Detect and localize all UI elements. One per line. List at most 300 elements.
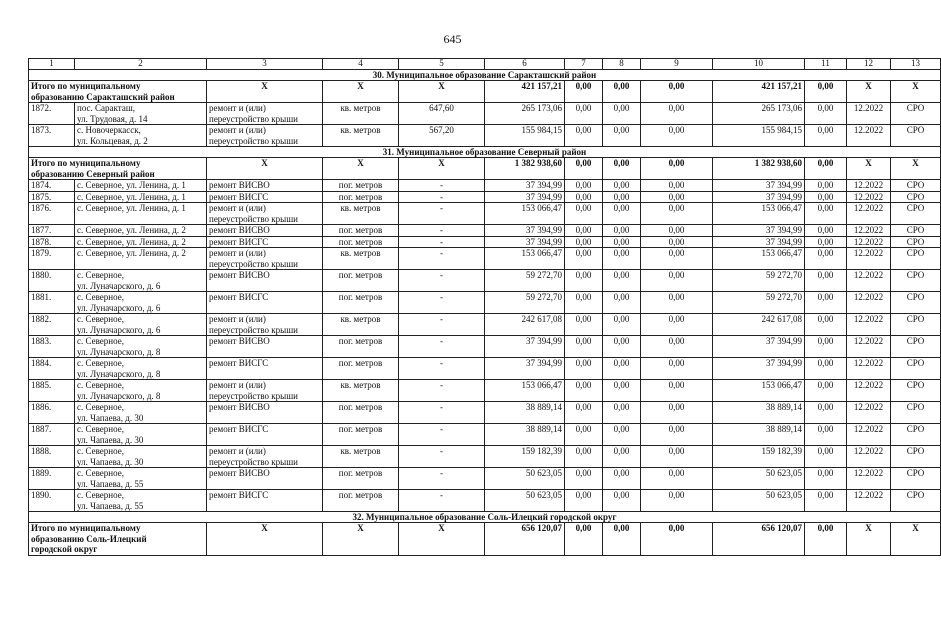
value-c12: 12.2022 [847,314,891,336]
quantity-cell: - [399,180,485,192]
value-c12: 12.2022 [847,468,891,490]
address-cell-line: с. Северное, [77,424,124,434]
address-cell-line: с. Северное, ул. Ленина, д. 1 [77,191,186,202]
work-type-cell [207,402,323,424]
work-type-cell-line: ремонт и (или) [209,103,266,113]
work-type-cell [207,358,323,380]
value-c7: 0,00 [565,490,603,512]
address-cell-line: ул. Чапаева, д. 30 [77,412,144,423]
table-row [29,270,941,292]
table-row [29,292,941,314]
unit-cell: пог. метров [323,292,399,314]
total-c10: 421 157,21 [713,81,805,103]
value-c9: 0,00 [641,490,713,512]
address-cell [75,358,207,380]
value-c6: 265 173,06 [485,103,565,125]
address-cell [75,248,207,270]
total-c4: X [323,158,399,180]
value-c6: 59 272,70 [485,292,565,314]
address-cell-line: с. Северное, ул. Ленина, д. 2 [77,248,186,258]
quantity-cell: - [399,490,485,512]
total-c6: 656 120,07 [485,523,565,556]
work-type-cell-line: ремонт ВИСВО [209,402,270,412]
total-c11: 0,00 [805,158,847,180]
value-c7: 0,00 [565,336,603,358]
column-header-9: 9 [641,59,713,70]
column-header-3: 3 [207,59,323,70]
value-c8: 0,00 [603,103,641,125]
table-row [29,358,941,380]
value-c6: 50 623,05 [485,468,565,490]
value-c13: СРО [891,203,941,225]
work-type-cell-line: переустройство крыши [209,113,298,124]
total-label-line: образованию Саракташский район [31,91,175,102]
unit-cell: пог. метров [323,270,399,292]
table-row [29,248,941,270]
value-c11: 0,00 [805,225,847,237]
value-c10: 153 066,47 [713,248,805,270]
quantity-cell: - [399,336,485,358]
unit-cell: кв. метров [323,103,399,125]
value-c9: 0,00 [641,125,713,147]
work-type-cell [207,270,323,292]
quantity-cell: - [399,380,485,402]
value-c12: 12.2022 [847,180,891,192]
value-c8: 0,00 [603,248,641,270]
value-c13: СРО [891,490,941,512]
unit-cell: пог. метров [323,180,399,192]
capital-repair-register-table [28,58,941,556]
value-c11: 0,00 [805,125,847,147]
work-type-cell-line: ремонт и (или) [209,203,266,213]
work-type-cell-line: ремонт ВИСГС [209,236,269,247]
work-type-cell-line: переустройство крыши [209,390,298,401]
value-c6: 37 394,99 [485,225,565,237]
value-c8: 0,00 [603,236,641,248]
work-type-cell-line: переустройство крыши [209,135,298,146]
total-label-line: Итого по муниципальному [31,81,141,91]
total-c13: X [891,158,941,180]
work-type-cell [207,292,323,314]
total-c9: 0,00 [641,81,713,103]
address-cell-line: с. Северное, [77,402,124,412]
value-c6: 37 394,99 [485,358,565,380]
total-c11: 0,00 [805,81,847,103]
section-heading: 32. Муниципальное образование Соль-Илецкий городской округ [29,512,941,523]
row-number: 1887. [29,424,75,446]
quantity-cell: - [399,203,485,225]
total-label-line: городской округ [31,544,98,554]
address-cell [75,236,207,248]
total-label-line: Итого по муниципальному [31,523,141,533]
work-type-cell-line: ремонт и (или) [209,314,266,324]
value-c11: 0,00 [805,103,847,125]
value-c7: 0,00 [565,270,603,292]
work-type-cell [207,424,323,446]
value-c13: СРО [891,446,941,468]
total-c8: 0,00 [603,158,641,180]
value-c10: 37 394,99 [713,336,805,358]
value-c8: 0,00 [603,225,641,237]
work-type-cell [207,380,323,402]
value-c12: 12.2022 [847,446,891,468]
value-c6: 153 066,47 [485,203,565,225]
total-label-line: образованию Соль-Илецкий [31,533,147,544]
unit-cell: кв. метров [323,380,399,402]
value-c6: 159 182,39 [485,446,565,468]
work-type-cell [207,225,323,237]
address-cell [75,180,207,192]
value-c12: 12.2022 [847,103,891,125]
column-header-6: 6 [485,59,565,70]
value-c13: СРО [891,468,941,490]
row-number: 1882. [29,314,75,336]
address-cell [75,424,207,446]
row-number: 1877. [29,225,75,237]
total-c10: 1 382 938,60 [713,158,805,180]
value-c10: 50 623,05 [713,468,805,490]
row-number: 1890. [29,490,75,512]
column-header-5: 5 [399,59,485,70]
value-c13: СРО [891,225,941,237]
value-c9: 0,00 [641,336,713,358]
quantity-cell: - [399,402,485,424]
work-type-cell-line: ремонт и (или) [209,380,266,390]
total-c5: X [399,158,485,180]
column-header-10: 10 [713,59,805,70]
work-type-cell [207,203,323,225]
section-heading-row [29,147,941,158]
value-c6: 37 394,99 [485,236,565,248]
value-c12: 12.2022 [847,380,891,402]
value-c11: 0,00 [805,380,847,402]
quantity-cell: - [399,236,485,248]
value-c13: СРО [891,103,941,125]
value-c13: СРО [891,125,941,147]
total-c3: X [207,158,323,180]
address-cell [75,468,207,490]
unit-cell: пог. метров [323,358,399,380]
value-c13: СРО [891,314,941,336]
work-type-cell [207,236,323,248]
value-c7: 0,00 [565,248,603,270]
address-cell-line: ул. Чапаева, д. 55 [77,500,144,511]
value-c10: 153 066,47 [713,203,805,225]
value-c13: СРО [891,236,941,248]
total-c9: 0,00 [641,523,713,556]
value-c9: 0,00 [641,446,713,468]
row-number: 1889. [29,468,75,490]
unit-cell: кв. метров [323,248,399,270]
value-c9: 0,00 [641,236,713,248]
unit-cell: пог. метров [323,402,399,424]
page-number: 645 [443,32,462,46]
work-type-cell-line: ремонт ВИСГС [209,490,269,500]
row-number: 1878. [29,236,75,248]
value-c8: 0,00 [603,380,641,402]
address-cell-line: ул. Луначарского, д. 6 [77,324,161,335]
unit-cell: пог. метров [323,191,399,203]
value-c7: 0,00 [565,292,603,314]
total-c4: X [323,81,399,103]
address-cell-line: с. Северное, [77,490,124,500]
unit-cell: кв. метров [323,446,399,468]
address-cell [75,125,207,147]
quantity-cell: - [399,314,485,336]
value-c9: 0,00 [641,203,713,225]
unit-cell: пог. метров [323,468,399,490]
value-c10: 242 617,08 [713,314,805,336]
total-c12: X [847,523,891,556]
value-c7: 0,00 [565,191,603,203]
value-c7: 0,00 [565,314,603,336]
value-c6: 242 617,08 [485,314,565,336]
address-cell [75,336,207,358]
value-c9: 0,00 [641,180,713,192]
value-c7: 0,00 [565,380,603,402]
row-number: 1873. [29,125,75,147]
value-c9: 0,00 [641,248,713,270]
work-type-cell-line: ремонт и (или) [209,446,266,456]
unit-cell: пог. метров [323,424,399,446]
table-row [29,446,941,468]
address-cell-line: с. Северное, [77,336,124,346]
address-cell-line: пос. Саракташ, [77,103,135,113]
value-c7: 0,00 [565,402,603,424]
value-c8: 0,00 [603,203,641,225]
total-c5: X [399,523,485,556]
value-c10: 155 984,15 [713,125,805,147]
address-cell [75,225,207,237]
value-c13: СРО [891,270,941,292]
quantity-cell: - [399,191,485,203]
value-c10: 37 394,99 [713,225,805,237]
address-cell-line: с. Северное, ул. Ленина, д. 2 [77,225,186,235]
section-heading: 30. Муниципальное образование Саракташский район [29,70,941,81]
value-c10: 265 173,06 [713,103,805,125]
value-c13: СРО [891,380,941,402]
value-c7: 0,00 [565,358,603,380]
value-c7: 0,00 [565,424,603,446]
address-cell-line: с. Северное, ул. Ленина, д. 1 [77,203,186,213]
value-c6: 153 066,47 [485,248,565,270]
total-c4: X [323,523,399,556]
column-header-7: 7 [565,59,603,70]
section-heading-row [29,512,941,523]
address-cell-line: ул. Чапаева, д. 30 [77,434,144,445]
section-heading: 31. Муниципальное образование Северный район [29,147,941,158]
value-c12: 12.2022 [847,402,891,424]
quantity-cell: - [399,248,485,270]
work-type-cell [207,336,323,358]
work-type-cell-line: ремонт и (или) [209,125,266,135]
value-c13: СРО [891,180,941,192]
work-type-cell-line: ремонт ВИСГС [209,358,269,368]
value-c11: 0,00 [805,270,847,292]
unit-cell: кв. метров [323,203,399,225]
value-c12: 12.2022 [847,236,891,248]
value-c9: 0,00 [641,191,713,203]
total-label [29,81,207,103]
value-c6: 37 394,99 [485,336,565,358]
total-row [29,523,941,556]
work-type-cell [207,125,323,147]
value-c12: 12.2022 [847,490,891,512]
value-c12: 12.2022 [847,358,891,380]
value-c10: 153 066,47 [713,380,805,402]
value-c11: 0,00 [805,468,847,490]
row-number: 1880. [29,270,75,292]
total-c8: 0,00 [603,523,641,556]
value-c9: 0,00 [641,103,713,125]
table-row [29,336,941,358]
section-heading-row [29,70,941,81]
address-cell-line: ул. Луначарского, д. 8 [77,346,161,357]
value-c10: 38 889,14 [713,402,805,424]
value-c13: СРО [891,248,941,270]
work-type-cell-line: ремонт ВИСВО [209,336,270,346]
value-c9: 0,00 [641,424,713,446]
value-c8: 0,00 [603,191,641,203]
table-row [29,225,941,237]
value-c7: 0,00 [565,468,603,490]
work-type-cell-line: ремонт ВИСВО [209,270,270,280]
table-row [29,203,941,225]
total-label-line: образованию Северный район [31,168,155,179]
value-c10: 50 623,05 [713,490,805,512]
quantity-cell: 567,20 [399,125,485,147]
column-header-4: 4 [323,59,399,70]
value-c10: 37 394,99 [713,180,805,192]
value-c11: 0,00 [805,248,847,270]
total-c12: X [847,158,891,180]
work-type-cell-line: ремонт ВИСВО [209,468,270,478]
address-cell [75,103,207,125]
value-c7: 0,00 [565,125,603,147]
address-cell-line: ул. Чапаева, д. 30 [77,456,144,467]
table-row [29,424,941,446]
address-cell-line: ул. Луначарского, д. 8 [77,368,161,379]
quantity-cell: - [399,270,485,292]
quantity-cell: - [399,424,485,446]
value-c13: СРО [891,402,941,424]
work-type-cell-line: переустройство крыши [209,213,298,224]
unit-cell: пог. метров [323,336,399,358]
value-c11: 0,00 [805,336,847,358]
total-c12: X [847,81,891,103]
table-row [29,180,941,192]
total-c7: 0,00 [565,523,603,556]
value-c8: 0,00 [603,314,641,336]
address-cell-line: ул. Луначарского, д. 8 [77,390,161,401]
row-number: 1885. [29,380,75,402]
value-c12: 12.2022 [847,336,891,358]
row-number: 1884. [29,358,75,380]
value-c6: 38 889,14 [485,424,565,446]
total-c8: 0,00 [603,81,641,103]
column-header-2: 2 [75,59,207,70]
quantity-cell: - [399,292,485,314]
work-type-cell [207,468,323,490]
value-c10: 59 272,70 [713,292,805,314]
total-c9: 0,00 [641,158,713,180]
value-c7: 0,00 [565,225,603,237]
table-row [29,236,941,248]
quantity-cell: - [399,446,485,468]
quantity-cell: - [399,225,485,237]
table-row [29,490,941,512]
total-c13: X [891,81,941,103]
row-number: 1874. [29,180,75,192]
total-c6: 1 382 938,60 [485,158,565,180]
value-c9: 0,00 [641,225,713,237]
total-c7: 0,00 [565,158,603,180]
work-type-cell-line: ремонт и (или) [209,248,266,258]
value-c11: 0,00 [805,292,847,314]
value-c11: 0,00 [805,402,847,424]
total-c11: 0,00 [805,523,847,556]
address-cell-line: ул. Луначарского, д. 6 [77,280,161,291]
total-c5: X [399,81,485,103]
column-number-row [29,59,941,70]
value-c8: 0,00 [603,358,641,380]
work-type-cell [207,103,323,125]
total-c13: X [891,523,941,556]
row-number: 1879. [29,248,75,270]
value-c9: 0,00 [641,468,713,490]
address-cell [75,314,207,336]
address-cell-line: с. Новочеркасск, [77,125,141,135]
work-type-cell-line: ремонт ВИСГС [209,424,269,434]
work-type-cell-line: переустройство крыши [209,324,298,335]
value-c9: 0,00 [641,270,713,292]
address-cell [75,292,207,314]
row-number: 1883. [29,336,75,358]
value-c6: 37 394,99 [485,191,565,203]
value-c7: 0,00 [565,236,603,248]
quantity-cell: - [399,468,485,490]
value-c7: 0,00 [565,446,603,468]
value-c8: 0,00 [603,446,641,468]
value-c11: 0,00 [805,490,847,512]
address-cell-line: с. Северное, ул. Ленина, д. 2 [77,236,186,247]
value-c11: 0,00 [805,203,847,225]
value-c10: 59 272,70 [713,270,805,292]
value-c12: 12.2022 [847,248,891,270]
work-type-cell [207,490,323,512]
value-c6: 153 066,47 [485,380,565,402]
value-c12: 12.2022 [847,270,891,292]
value-c9: 0,00 [641,292,713,314]
value-c11: 0,00 [805,446,847,468]
unit-cell: пог. метров [323,236,399,248]
column-header-13: 13 [891,59,941,70]
value-c8: 0,00 [603,270,641,292]
table-row [29,380,941,402]
value-c6: 37 394,99 [485,180,565,192]
column-header-12: 12 [847,59,891,70]
value-c6: 59 272,70 [485,270,565,292]
value-c6: 38 889,14 [485,402,565,424]
work-type-cell [207,191,323,203]
address-cell [75,191,207,203]
unit-cell: пог. метров [323,225,399,237]
table-row [29,314,941,336]
total-c3: X [207,523,323,556]
unit-cell: кв. метров [323,125,399,147]
address-cell [75,490,207,512]
value-c7: 0,00 [565,180,603,192]
